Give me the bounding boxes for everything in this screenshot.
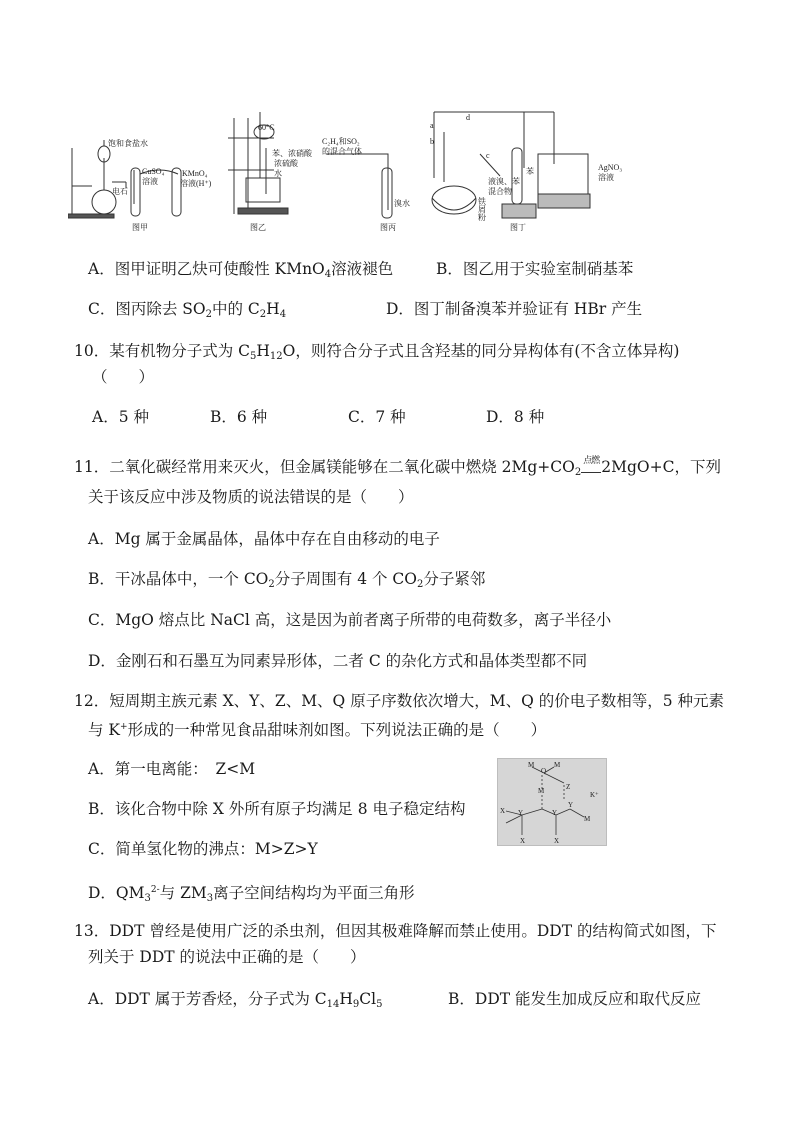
label-kmno4-solution: 溶液(H⁺) xyxy=(180,179,212,188)
label-temperature: 60°C xyxy=(258,123,275,132)
q12-stem-line2: 与 K+形成的一种常见食品甜味剂如图。下列说法正确的是（ ） xyxy=(88,721,547,739)
q10-option-d: D．8 种 xyxy=(486,408,545,426)
q13-stem: 13．DDT 曾经是使用广泛的杀虫剂，但因其极难降解而禁止使用。DDT 的结构简式如图，下 xyxy=(74,922,717,940)
atom-m-4: M xyxy=(584,815,591,823)
label-a: a xyxy=(430,121,434,130)
atom-m-2: M xyxy=(554,761,561,769)
label-cuso4: CuSO₄ xyxy=(142,167,165,176)
q12-stem: 12．短周期主族元素 X、Y、Z、M、Q 原子序数依次增大，M、Q 的价电子数相等，5 种元素 xyxy=(74,692,724,710)
label-liquid-bromine: 液溴、苯 xyxy=(488,177,520,186)
q10-stem: 10．某有机物分子式为 $C_5H_{12}O$，则符合分子式且含羟基的同分异构体有(不含立体异构) xyxy=(74,342,680,362)
label-fig-d: 图丁 xyxy=(510,223,526,232)
label-fig-b: 图乙 xyxy=(250,223,266,232)
label-gas-mixture: C₂H₄和SO₂ xyxy=(322,137,360,146)
atom-x-2: X xyxy=(520,837,526,845)
label-iron: 铁 xyxy=(478,197,486,206)
q9-option-d: D．图丁制备溴苯并验证有 HBr 产生 xyxy=(386,300,643,318)
q9-option-a: A．图甲证明乙炔可使酸性 KMnO$_4$溶液褪色 xyxy=(88,260,394,280)
label-water: 水 xyxy=(274,169,282,178)
atom-y-1: Y xyxy=(518,809,524,817)
label-cuso4-solution: 溶液 xyxy=(142,177,158,186)
q12-option-d: D．$QM_3^{2-}$与 $ZM_3$离子空间结构均为平面三角形 xyxy=(88,884,415,904)
label-gas-mixture-2: 的混合气体 xyxy=(322,147,362,156)
q9-option-b: B．图乙用于实验室制硝基苯 xyxy=(436,260,634,278)
label-fig-a: 图甲 xyxy=(132,223,148,232)
atom-m-1: M xyxy=(528,761,535,769)
q12-option-a: A．第一电离能： Z<M xyxy=(88,760,256,778)
label-powder: 粉 xyxy=(478,213,486,222)
label-kmno4: KMnO₄ xyxy=(182,169,208,178)
q11-stem-line2: 关于该反应中涉及物质的说法错误的是（ ） xyxy=(88,488,414,506)
sweetener-structure-figure xyxy=(497,758,607,846)
fig-c-apparatus xyxy=(326,154,392,218)
q12-option-c: C．简单氢化物的沸点：M>Z>Y xyxy=(88,840,318,858)
label-b: b xyxy=(430,137,434,146)
q13-option-b: B．DDT 能发生加成反应和取代反应 xyxy=(448,990,702,1008)
q11-option-b: B．干冰晶体中，一个 $CO_2$分子周围有 4 个 $CO_2$分子紧邻 xyxy=(88,570,486,590)
label-calcium-carbide: 电石 xyxy=(112,187,128,196)
q10-option-a: A．5 种 xyxy=(92,408,149,426)
q11-option-c: C．MgO 熔点比 NaCl 高，这是因为前者离子所带的电荷数多，离子半径小 xyxy=(88,611,612,629)
atom-x-3: X xyxy=(554,837,560,845)
label-d: d xyxy=(466,113,470,122)
atom-y-3: Y xyxy=(568,801,574,809)
atom-m-3: M xyxy=(538,787,545,795)
label-mixture: 混合物 xyxy=(488,187,512,196)
q11-option-a: A．Mg 属于金属晶体，晶体中存在自由移动的电子 xyxy=(88,530,440,548)
q10-option-b: B．6 种 xyxy=(210,408,268,426)
label-chips: 屑 xyxy=(478,205,486,214)
q9-option-c: C．图丙除去 $SO_2$中的 $C_2H_4$ xyxy=(88,300,287,320)
fig-a-apparatus xyxy=(68,140,181,218)
q10-answer-paren: （ ） xyxy=(92,368,155,386)
atom-y-2: Y xyxy=(552,809,558,817)
lab-apparatus-figure xyxy=(68,108,708,238)
label-agno3: AgNO₃ xyxy=(598,163,623,172)
label-c: c xyxy=(486,151,490,160)
atom-x-1: X xyxy=(500,807,506,815)
structure-diagram xyxy=(498,759,606,845)
fig-d-apparatus xyxy=(432,112,590,218)
potassium-ion: K⁺ xyxy=(590,791,599,799)
atom-q: Q xyxy=(541,767,547,775)
q11-stem: 11．二氧化碳经常用来灭火，但金属镁能够在二氧化碳中燃烧 $2Mg+CO_2$点燃 2MgO+C，下列 xyxy=(74,456,721,484)
q13-option-a: A．DDT 属于芳香烃，分子式为 $C_{14}H_9Cl_5$ xyxy=(88,990,383,1010)
q11-option-d: D．金刚石和石墨互为同素异形体，二者 C 的杂化方式和晶体类型都不同 xyxy=(88,652,588,670)
label-bromine-water: 溴水 xyxy=(394,199,410,208)
atom-z: Z xyxy=(566,783,571,791)
reaction-condition: 点燃 xyxy=(581,450,601,473)
label-agno3-solution: 溶液 xyxy=(598,173,614,182)
q13-stem-line2: 列关于 DDT 的说法中正确的是（ ） xyxy=(88,948,366,966)
q10-option-c: C．7 种 xyxy=(348,408,406,426)
label-benzene: 苯 xyxy=(526,167,534,176)
label-saturated-brine: 饱和食盐水 xyxy=(108,139,148,148)
label-sulfuric-acid: 浓硫酸 xyxy=(274,159,298,168)
q12-option-b: B．该化合物中除 X 外所有原子均满足 8 电子稳定结构 xyxy=(88,800,466,818)
label-benzene-nitric: 苯、浓硝酸 xyxy=(272,149,312,158)
label-fig-c: 图丙 xyxy=(380,223,396,232)
